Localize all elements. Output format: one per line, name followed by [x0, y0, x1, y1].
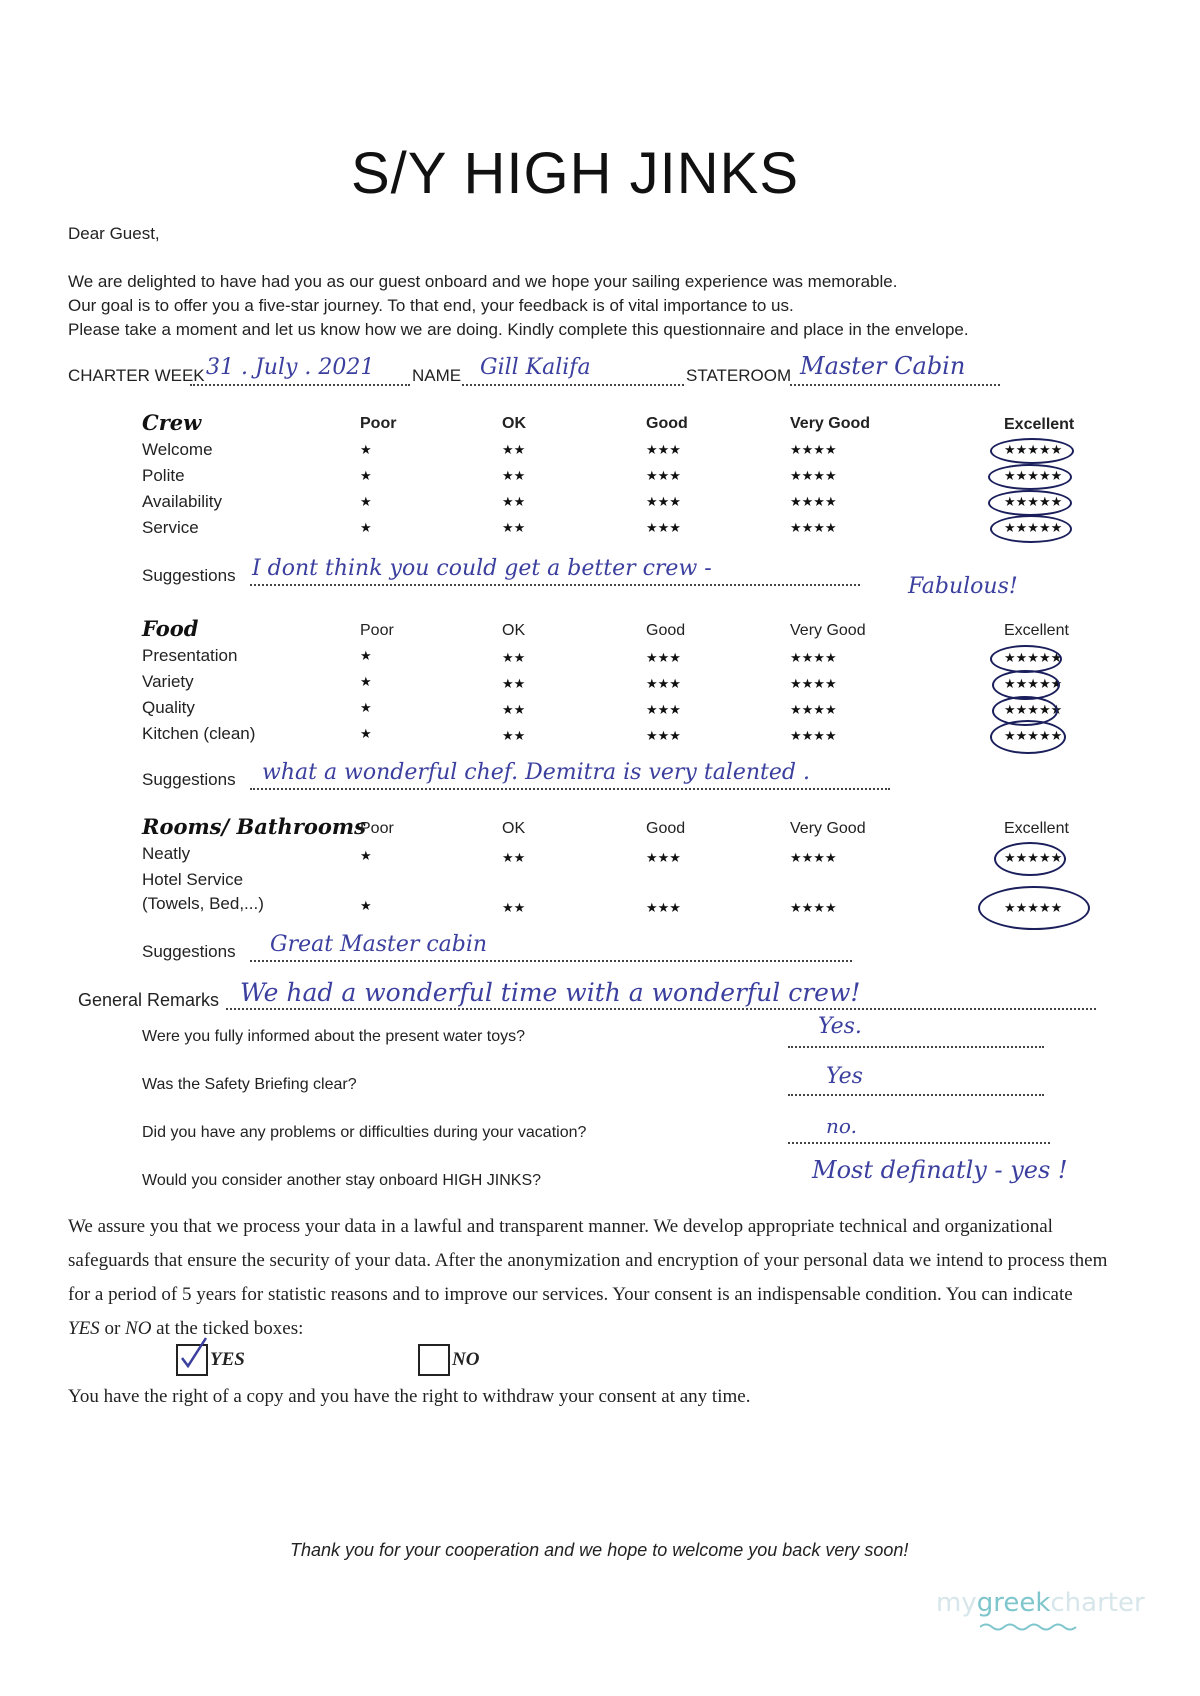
star-rating-2[interactable]: ★★	[502, 850, 526, 865]
crew-row-label: Welcome	[142, 440, 213, 459]
selected-circle	[994, 842, 1066, 876]
selected-circle	[990, 515, 1072, 543]
star-rating-1[interactable]: ★	[360, 726, 372, 741]
rooms-row-label: Neatly	[142, 844, 191, 863]
consent-line-3: for a period of 5 years for statistic reasons and to improve our services. Your consent is an indispensable condition. You can indicate	[68, 1284, 1073, 1305]
star-rating-3[interactable]: ★★★	[646, 468, 681, 483]
col-good: Good	[646, 622, 686, 639]
star-rating-2[interactable]: ★★	[502, 702, 526, 717]
star-rating-1[interactable]: ★	[360, 442, 372, 457]
star-rating-5[interactable]: ★★★★★	[1004, 728, 1063, 743]
star-rating-4[interactable]: ★★★★	[790, 728, 837, 743]
food-row-label: Kitchen (clean)	[142, 724, 256, 743]
name-label: NAME	[412, 366, 462, 385]
star-rating-5[interactable]: ★★★★★	[1004, 494, 1063, 509]
footer-thanks: Thank you for your cooperation and we hope to welcome you back very soon!	[290, 1540, 909, 1560]
section-title-rooms: Rooms/ Bathrooms	[142, 814, 366, 839]
star-rating-1[interactable]: ★	[360, 468, 372, 483]
question-text: Would you consider another stay onboard HIGH JINKS?	[142, 1172, 542, 1189]
star-rating-3[interactable]: ★★★	[646, 900, 681, 915]
general-remarks-value: We had a wonderful time with a wonderful crew!	[240, 978, 861, 1007]
answer-text: no.	[826, 1114, 857, 1138]
intro-line-3: Please take a moment and let us know how we are doing. Kindly complete this questionnaire and place in the envelope.	[68, 320, 969, 339]
star-rating-4[interactable]: ★★★★	[790, 650, 837, 665]
suggestions-label: Suggestions	[142, 942, 236, 961]
star-rating-5[interactable]: ★★★★★	[1004, 442, 1063, 457]
col-very-good: Very Good	[790, 622, 866, 639]
section-title-food: Food	[142, 616, 199, 641]
suggestions-line	[250, 960, 852, 962]
answer-line	[788, 1094, 1044, 1096]
rooms-suggestion: Great Master cabin	[270, 932, 488, 957]
suggestions-line	[250, 584, 860, 586]
rights-text: You have the right of a copy and you have the right to withdraw your consent at any time.	[68, 1386, 751, 1407]
star-rating-5[interactable]: ★★★★★	[1004, 900, 1063, 915]
suggestions-label: Suggestions	[142, 770, 236, 789]
star-rating-5[interactable]: ★★★★★	[1004, 676, 1063, 691]
star-rating-1[interactable]: ★	[360, 700, 372, 715]
col-very-good: Very Good	[790, 415, 871, 432]
suggestions-label: Suggestions	[142, 566, 236, 585]
general-remarks-label: General Remarks	[78, 990, 220, 1010]
watermark-mid: greek	[976, 1588, 1051, 1618]
star-rating-3[interactable]: ★★★	[646, 650, 681, 665]
question-text: Were you fully informed about the present water toys?	[142, 1028, 526, 1045]
crew-row-label: Service	[142, 518, 199, 537]
star-rating-2[interactable]: ★★	[502, 494, 526, 509]
intro-line-2: Our goal is to offer you a five-star journey. To that end, your feedback is of vital importance to us.	[68, 296, 794, 315]
star-rating-2[interactable]: ★★	[502, 520, 526, 535]
food-row-label: Variety	[142, 672, 194, 691]
food-suggestion: what a wonderful chef. Demitra is very talented .	[262, 760, 810, 785]
star-rating-2[interactable]: ★★	[502, 900, 526, 915]
answer-text: Yes	[826, 1064, 863, 1089]
star-rating-2[interactable]: ★★	[502, 468, 526, 483]
star-rating-5[interactable]: ★★★★★	[1004, 650, 1063, 665]
star-rating-1[interactable]: ★	[360, 494, 372, 509]
yes-checkbox[interactable]	[176, 1344, 208, 1376]
star-rating-2[interactable]: ★★	[502, 728, 526, 743]
col-good: Good	[646, 820, 686, 837]
crew-suggestion-2: Fabulous!	[908, 574, 1018, 599]
check-mark-icon	[174, 1336, 210, 1370]
consent-line-1: We assure you that we process your data in a lawful and transparent manner. We develop appropriate technical and organizational	[68, 1216, 1053, 1237]
star-rating-5[interactable]: ★★★★★	[1004, 468, 1063, 483]
name-line	[462, 384, 684, 386]
star-rating-3[interactable]: ★★★	[646, 728, 681, 743]
name-value: Gill Kalifa	[480, 355, 591, 380]
selected-circle	[978, 886, 1090, 930]
answer-line	[788, 1046, 1044, 1048]
col-excellent: Excellent	[1004, 416, 1075, 433]
yes-label: YES	[210, 1349, 245, 1370]
greeting: Dear Guest,	[68, 224, 160, 243]
answer-line	[788, 1142, 1050, 1144]
col-ok: OK	[502, 820, 526, 837]
star-rating-4[interactable]: ★★★★	[790, 900, 837, 915]
intro-line-1: We are delighted to have had you as our guest onboard and we hope your sailing experience was memorable.	[68, 272, 898, 291]
star-rating-1[interactable]: ★	[360, 648, 372, 663]
selected-circle	[990, 720, 1066, 754]
star-rating-1[interactable]: ★	[360, 674, 372, 689]
star-rating-3[interactable]: ★★★	[646, 520, 681, 535]
star-rating-4[interactable]: ★★★★	[790, 676, 837, 691]
rooms-row-label: (Towels, Bed,...)	[142, 894, 264, 913]
watermark-pre: my	[936, 1588, 977, 1618]
col-ok: OK	[502, 415, 526, 432]
col-very-good: Very Good	[790, 820, 866, 837]
col-good: Good	[646, 415, 688, 432]
star-rating-5[interactable]: ★★★★★	[1004, 702, 1063, 717]
star-rating-2[interactable]: ★★	[502, 650, 526, 665]
general-remarks-line	[226, 1008, 1096, 1010]
star-rating-4[interactable]: ★★★★	[790, 702, 837, 717]
star-rating-2[interactable]: ★★	[502, 442, 526, 457]
section-title-crew: Crew	[142, 410, 202, 435]
indicate-tail: at the ticked boxes:	[151, 1318, 304, 1339]
rooms-row-label: Hotel Service	[142, 870, 244, 889]
star-rating-3[interactable]: ★★★	[646, 850, 681, 865]
star-rating-2[interactable]: ★★	[502, 676, 526, 691]
crew-row-label: Polite	[142, 466, 185, 485]
selected-circle	[990, 438, 1074, 464]
food-row-label: Quality	[142, 698, 195, 717]
crew-suggestion: I dont think you could get a better crew -	[252, 556, 712, 581]
indicate-or: or	[99, 1318, 126, 1339]
col-poor: Poor	[360, 820, 394, 837]
col-excellent: Excellent	[1004, 622, 1069, 639]
selected-circle	[988, 464, 1072, 490]
selected-circle	[990, 645, 1062, 673]
star-rating-4[interactable]: ★★★★	[790, 468, 837, 483]
charter-week-label: CHARTER WEEK	[68, 366, 205, 385]
star-rating-4[interactable]: ★★★★	[790, 442, 837, 457]
star-rating-3[interactable]: ★★★	[646, 702, 681, 717]
star-rating-4[interactable]: ★★★★	[790, 520, 837, 535]
star-rating-5[interactable]: ★★★★★	[1004, 520, 1063, 535]
col-excellent: Excellent	[1004, 820, 1069, 837]
star-rating-1[interactable]: ★	[360, 898, 372, 913]
stateroom-label: STATEROOM	[686, 366, 792, 385]
indicate-yes: YES	[68, 1318, 100, 1339]
watermark-post: charter	[1050, 1588, 1145, 1618]
selected-circle	[988, 490, 1072, 516]
charter-week-value: 31 . July . 2021	[206, 355, 375, 380]
col-ok: OK	[502, 622, 526, 639]
indicate-no: NO	[125, 1318, 152, 1339]
no-checkbox[interactable]	[418, 1344, 450, 1376]
wave-icon	[980, 1622, 1080, 1632]
question-text: Did you have any problems or difficulties during your vacation?	[142, 1124, 587, 1141]
question-text: Was the Safety Briefing clear?	[142, 1076, 357, 1093]
crew-row-label: Availability	[142, 492, 223, 511]
star-rating-1[interactable]: ★	[360, 520, 372, 535]
suggestions-line	[250, 788, 890, 790]
consent-line-2: safeguards that ensure the security of your data. After the anonymization and encryption of your personal data we intend to process them	[68, 1250, 1108, 1271]
watermark-logo	[936, 1588, 1145, 1618]
charter-week-line	[190, 384, 410, 386]
answer-text: Yes.	[818, 1014, 862, 1039]
stateroom-line	[790, 384, 1000, 386]
star-rating-3[interactable]: ★★★	[646, 676, 681, 691]
food-row-label: Presentation	[142, 646, 238, 665]
star-rating-4[interactable]: ★★★★	[790, 850, 837, 865]
answer-text: Most definatly - yes !	[812, 1156, 1068, 1184]
page-title: S/Y HIGH JINKS	[350, 141, 800, 206]
star-rating-4[interactable]: ★★★★	[790, 494, 837, 509]
no-label: NO	[452, 1349, 480, 1370]
star-rating-1[interactable]: ★	[360, 848, 372, 863]
star-rating-5[interactable]: ★★★★★	[1004, 850, 1063, 865]
col-poor: Poor	[360, 415, 397, 432]
star-rating-3[interactable]: ★★★	[646, 442, 681, 457]
col-poor: Poor	[360, 622, 394, 639]
stateroom-value: Master Cabin	[800, 352, 966, 380]
star-rating-3[interactable]: ★★★	[646, 494, 681, 509]
